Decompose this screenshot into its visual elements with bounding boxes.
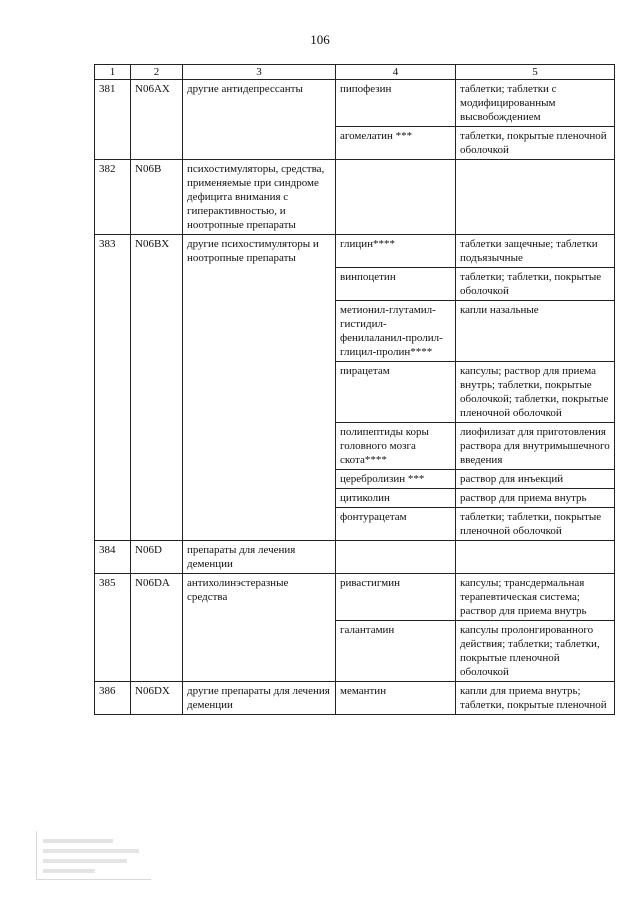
header-cell: 1 (95, 65, 131, 80)
substance-name: метионил-глутамил-гистидил-фенилаланил-пролил-глицил-пролин**** (336, 301, 456, 362)
substance-name: мемантин (336, 682, 456, 715)
dosage-forms: таблетки; таблетки с модифицированным высвобождением (456, 80, 615, 127)
row-number: 382 (95, 160, 131, 235)
table-row (95, 682, 615, 715)
dosage-forms: раствор для инъекций (456, 470, 615, 489)
atc-code: N06DX (131, 682, 183, 715)
substance-name: полипептиды коры головного мозга скота**** (336, 423, 456, 470)
substance-name: агомелатин *** (336, 127, 456, 160)
atc-group: другие психостимуляторы и ноотропные препараты (183, 235, 336, 541)
table-row (95, 235, 615, 268)
drug-list-table (94, 64, 615, 715)
substance-name: пирацетам (336, 362, 456, 423)
substance-name: ривастигмин (336, 574, 456, 621)
substance-name: фонтурацетам (336, 508, 456, 541)
header-cell: 4 (336, 65, 456, 80)
row-number: 383 (95, 235, 131, 541)
dosage-forms: капсулы; трансдермальная терапевтическая система; раствор для приема внутрь (456, 574, 615, 621)
dosage-forms: капли для приема внутрь; таблетки, покрытые пленочной (456, 682, 615, 715)
dosage-forms: таблетки, покрытые пленочной оболочкой (456, 127, 615, 160)
row-number: 381 (95, 80, 131, 160)
substance-name: глицин**** (336, 235, 456, 268)
substance-name: пипофезин (336, 80, 456, 127)
substance-name: галантамин (336, 621, 456, 682)
table-row (95, 541, 615, 574)
atc-group: другие препараты для лечения деменции (183, 682, 336, 715)
atc-group: препараты для лечения деменции (183, 541, 336, 574)
row-number: 385 (95, 574, 131, 682)
substance-name: цитиколин (336, 489, 456, 508)
dosage-forms: таблетки; таблетки, покрытые оболочкой (456, 268, 615, 301)
faded-stamp (36, 831, 151, 880)
table-header-row (95, 65, 615, 80)
table-row (95, 80, 615, 127)
atc-code: N06AX (131, 80, 183, 160)
dosage-forms (456, 541, 615, 574)
dosage-forms: таблетки; таблетки, покрытые пленочной оболочкой (456, 508, 615, 541)
header-cell: 3 (183, 65, 336, 80)
dosage-forms: раствор для приема внутрь (456, 489, 615, 508)
atc-group: антихолинэстеразные средства (183, 574, 336, 682)
header-cell: 5 (456, 65, 615, 80)
substance-name: винпоцетин (336, 268, 456, 301)
dosage-forms: лиофилизат для приготовления раствора для внутримышечного введения (456, 423, 615, 470)
dosage-forms: таблетки защечные; таблетки подъязычные (456, 235, 615, 268)
table-row (95, 574, 615, 621)
dosage-forms: капсулы; раствор для приема внутрь; таблетки, покрытые оболочкой; таблетки, покрытые пленочной оболочкой (456, 362, 615, 423)
substance-name (336, 541, 456, 574)
page-number: 106 (310, 32, 330, 47)
atc-code: N06BX (131, 235, 183, 541)
dosage-forms (456, 160, 615, 235)
dosage-forms: капли назальные (456, 301, 615, 362)
substance-name (336, 160, 456, 235)
row-number: 384 (95, 541, 131, 574)
atc-group: другие антидепрессанты (183, 80, 336, 160)
atc-code: N06B (131, 160, 183, 235)
dosage-forms: капсулы пролонгированного действия; таблетки; таблетки, покрытые пленочной оболочкой (456, 621, 615, 682)
atc-code: N06DA (131, 574, 183, 682)
atc-code: N06D (131, 541, 183, 574)
row-number: 386 (95, 682, 131, 715)
atc-group: психостимуляторы, средства, применяемые при синдроме дефицита внимания с гиперактивностью, и ноотропные препараты (183, 160, 336, 235)
table-row (95, 160, 615, 235)
header-cell: 2 (131, 65, 183, 80)
substance-name: церебролизин *** (336, 470, 456, 489)
